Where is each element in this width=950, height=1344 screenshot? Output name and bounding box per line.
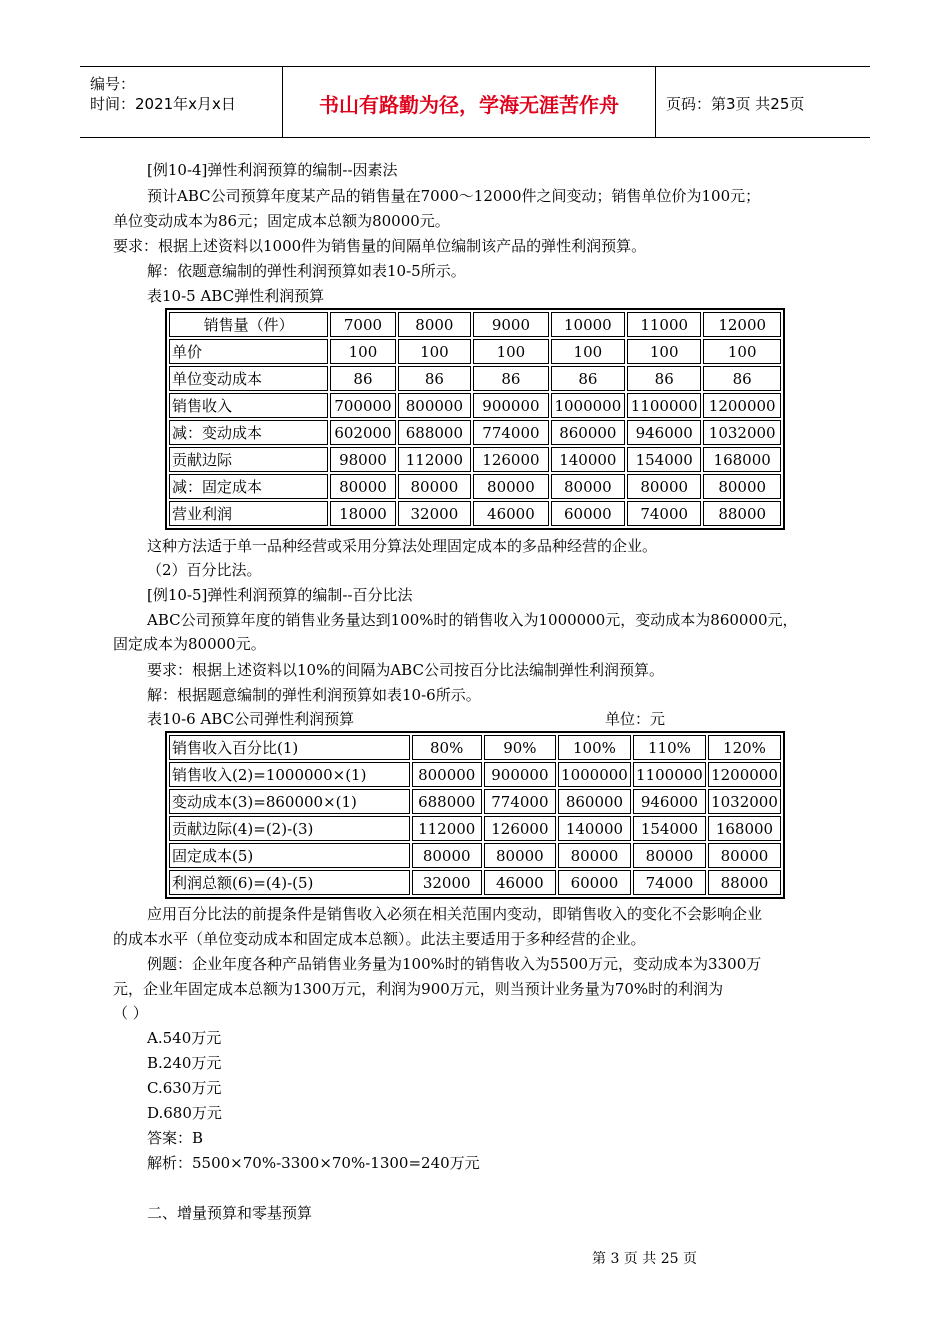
- value-cell: 86: [398, 366, 472, 391]
- value-cell: 12000: [703, 312, 781, 337]
- value-cell: 90%: [484, 735, 556, 760]
- table-header-row: [169, 735, 781, 760]
- value-cell: 1200000: [708, 762, 781, 787]
- value-cell: 18000: [330, 501, 395, 526]
- table-10-5-note: 这种方法适于单一品种经营或采用分算法处理固定成本的多品种经营的企业。: [147, 537, 658, 555]
- value-cell: 1000000: [558, 762, 631, 787]
- value-cell: 126000: [484, 816, 556, 841]
- table-10-6-note-1: 应用百分比法的前提条件是销售收入必须在相关范围内变动，即销售收入的变化不会影响企业: [147, 905, 763, 923]
- value-cell: 154000: [633, 816, 706, 841]
- value-cell: 1200000: [703, 393, 781, 418]
- value-cell: 946000: [633, 789, 706, 814]
- value-cell: 112000: [398, 447, 472, 472]
- table-row: [169, 366, 781, 391]
- value-cell: 80000: [484, 843, 556, 868]
- value-cell: 100: [330, 339, 395, 364]
- row-label-cell: 销售收入百分比(1): [169, 735, 410, 760]
- value-cell: 946000: [627, 420, 701, 445]
- table-row: [169, 474, 781, 499]
- value-cell: 32000: [412, 870, 482, 895]
- question-text-1: 例题：企业年度各种产品销售业务量为100%时的销售收入为5500万元，变动成本为3300万: [147, 955, 762, 973]
- table-row: [169, 393, 781, 418]
- value-cell: 140000: [551, 447, 625, 472]
- value-cell: 168000: [703, 447, 781, 472]
- table-10-6: [165, 731, 785, 899]
- value-cell: 80000: [703, 474, 781, 499]
- example-10-5-requirement: 要求：根据上述资料以10%的间隔为ABC公司按百分比法编制弹性利润预算。: [147, 661, 664, 679]
- code-label: 编号：: [90, 75, 136, 93]
- value-cell: 1100000: [633, 762, 706, 787]
- table-row: [169, 789, 781, 814]
- value-cell: 86: [473, 366, 549, 391]
- value-cell: 900000: [484, 762, 556, 787]
- example-10-5-solution: 解：根据题意编制的弹性利润预算如表10-6所示。: [147, 686, 481, 704]
- option-b: B.240万元: [147, 1054, 222, 1072]
- example-10-5-title: [例10-5]弹性利润预算的编制--百分比法: [147, 586, 413, 604]
- value-cell: 1100000: [627, 393, 701, 418]
- row-label-cell: 减：固定成本: [169, 474, 328, 499]
- example-10-4-solution: 解：依题意编制的弹性利润预算如表10-5所示。: [147, 262, 466, 280]
- value-cell: 80000: [627, 474, 701, 499]
- header-center-cell: [283, 67, 656, 137]
- table-row: [169, 420, 781, 445]
- row-label-cell: 单位变动成本: [169, 366, 328, 391]
- table-10-5-caption: 表10-5 ABC弹性利润预算: [147, 287, 325, 305]
- table-10-6-caption: 表10-6 ABC公司弹性利润预算: [147, 710, 355, 728]
- value-cell: 688000: [412, 789, 482, 814]
- value-cell: 900000: [473, 393, 549, 418]
- row-label-cell: 贡献边际(4)=(2)-(3): [169, 816, 410, 841]
- value-cell: 860000: [558, 789, 631, 814]
- value-cell: 86: [551, 366, 625, 391]
- row-label-cell: 营业利润: [169, 501, 328, 526]
- option-d: D.680万元: [147, 1104, 222, 1122]
- header-left-cell: [80, 67, 283, 137]
- row-label-cell: 变动成本(3)=860000×(1): [169, 789, 410, 814]
- motto: 书山有路勤为径，学海无涯苦作舟: [319, 93, 619, 117]
- example-10-4-title: [例10-4]弹性利润预算的编制--因素法: [147, 161, 398, 179]
- row-label-cell: 销售收入(2)=1000000×(1): [169, 762, 410, 787]
- value-cell: 112000: [412, 816, 482, 841]
- row-label-cell: 单价: [169, 339, 328, 364]
- page-footer: 第 3 页 共 25 页: [592, 1251, 697, 1267]
- value-cell: 860000: [551, 420, 625, 445]
- value-cell: 80%: [412, 735, 482, 760]
- value-cell: 74000: [633, 870, 706, 895]
- value-cell: 80000: [633, 843, 706, 868]
- value-cell: 140000: [558, 816, 631, 841]
- row-label-cell: 固定成本(5): [169, 843, 410, 868]
- value-cell: 154000: [627, 447, 701, 472]
- value-cell: 46000: [484, 870, 556, 895]
- value-cell: 168000: [708, 816, 781, 841]
- analysis: 解析：5500×70%-3300×70%-1300=240万元: [147, 1154, 480, 1172]
- value-cell: 60000: [558, 870, 631, 895]
- option-c: C.630万元: [147, 1079, 222, 1097]
- option-a: A.540万元: [147, 1029, 222, 1047]
- value-cell: 60000: [551, 501, 625, 526]
- value-cell: 602000: [330, 420, 395, 445]
- value-cell: 88000: [708, 870, 781, 895]
- value-cell: 1032000: [708, 789, 781, 814]
- value-cell: 800000: [398, 393, 472, 418]
- time-label: 时间：2021年x月x日: [90, 95, 236, 113]
- row-label-cell: 销售收入: [169, 393, 328, 418]
- value-cell: 8000: [398, 312, 472, 337]
- example-10-4-text-1: 预计ABC公司预算年度某产品的销售量在7000～12000件之间变动；销售单位价为100元；: [147, 187, 761, 205]
- value-cell: 774000: [473, 420, 549, 445]
- row-label-cell: 贡献边际: [169, 447, 328, 472]
- value-cell: 9000: [473, 312, 549, 337]
- value-cell: 7000: [330, 312, 395, 337]
- example-10-5-text-2: 固定成本为80000元。: [113, 635, 266, 653]
- value-cell: 86: [330, 366, 395, 391]
- value-cell: 80000: [551, 474, 625, 499]
- table-row: [169, 843, 781, 868]
- value-cell: 100: [703, 339, 781, 364]
- table-row: [169, 762, 781, 787]
- value-cell: 74000: [627, 501, 701, 526]
- row-label-cell: 减：变动成本: [169, 420, 328, 445]
- value-cell: 100%: [558, 735, 631, 760]
- example-10-4-text-2: 单位变动成本为86元；固定成本总额为80000元。: [113, 212, 450, 230]
- value-cell: 86: [703, 366, 781, 391]
- value-cell: 700000: [330, 393, 395, 418]
- value-cell: 110%: [633, 735, 706, 760]
- value-cell: 100: [627, 339, 701, 364]
- question-text-2: 元，企业年固定成本总额为1300万元，利润为900万元，则当预计业务量为70%时的利润为: [113, 980, 724, 998]
- section-heading: 二、增量预算和零基预算: [147, 1204, 313, 1222]
- example-10-4-requirement: 要求：根据上述资料以1000件为销售量的间隔单位编制该产品的弹性利润预算。: [113, 237, 647, 255]
- row-label-cell: 销售量（件）: [169, 312, 328, 337]
- value-cell: 80000: [412, 843, 482, 868]
- value-cell: 100: [551, 339, 625, 364]
- value-cell: 80000: [473, 474, 549, 499]
- value-cell: 11000: [627, 312, 701, 337]
- page-info: 页码：第3页 共25页: [666, 95, 805, 113]
- page-header: [80, 66, 870, 138]
- value-cell: 86: [627, 366, 701, 391]
- header-right-cell: [656, 67, 870, 137]
- value-cell: 98000: [330, 447, 395, 472]
- table-10-5: [165, 308, 785, 530]
- value-cell: 126000: [473, 447, 549, 472]
- table-header-row: [169, 312, 781, 337]
- value-cell: 10000: [551, 312, 625, 337]
- value-cell: 80000: [398, 474, 472, 499]
- row-label-cell: 利润总额(6)=(4)-(5): [169, 870, 410, 895]
- value-cell: 100: [398, 339, 472, 364]
- table-row: [169, 501, 781, 526]
- value-cell: 88000: [703, 501, 781, 526]
- value-cell: 32000: [398, 501, 472, 526]
- value-cell: 46000: [473, 501, 549, 526]
- value-cell: 1032000: [703, 420, 781, 445]
- value-cell: 120%: [708, 735, 781, 760]
- table-row: [169, 447, 781, 472]
- table-10-6-unit: 单位：元: [605, 710, 666, 728]
- value-cell: 100: [473, 339, 549, 364]
- table-row: [169, 816, 781, 841]
- value-cell: 1000000: [551, 393, 625, 418]
- value-cell: 80000: [708, 843, 781, 868]
- percentage-method-heading: （2）百分比法。: [147, 561, 262, 579]
- table-row: [169, 339, 781, 364]
- value-cell: 80000: [330, 474, 395, 499]
- table-10-6-note-2: 的成本水平（单位变动成本和固定成本总额）。此法主要适用于多种经营的企业。: [113, 930, 646, 948]
- value-cell: 688000: [398, 420, 472, 445]
- value-cell: 800000: [412, 762, 482, 787]
- table-row: [169, 870, 781, 895]
- value-cell: 774000: [484, 789, 556, 814]
- answer: 答案：B: [147, 1129, 204, 1147]
- question-blank: （ ）: [113, 1004, 148, 1022]
- value-cell: 80000: [558, 843, 631, 868]
- example-10-5-text-1: ABC公司预算年度的销售业务量达到100%时的销售收入为1000000元，变动成本为860000元，: [147, 611, 798, 629]
